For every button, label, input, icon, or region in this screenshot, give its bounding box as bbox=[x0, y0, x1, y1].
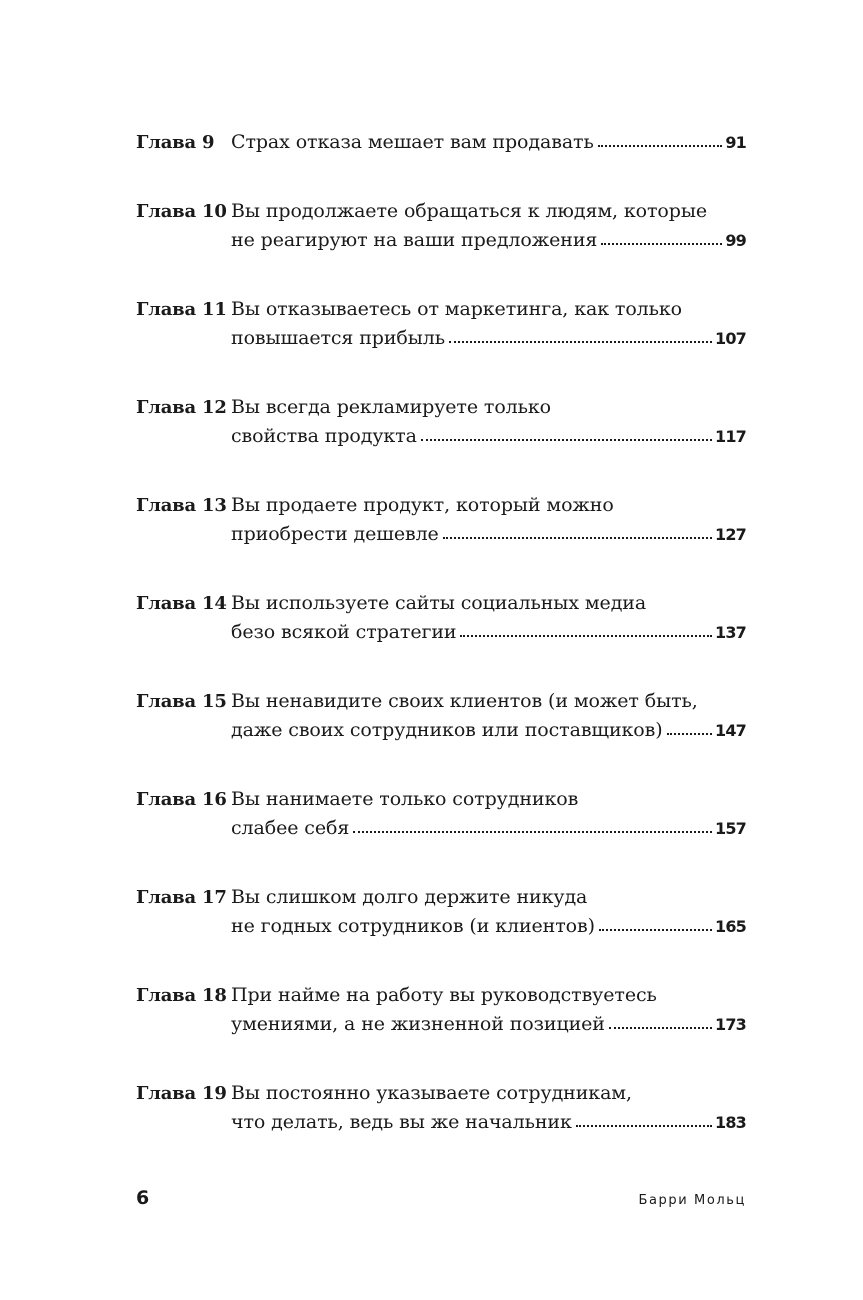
chapter-title-line: умениями, а не жизненной позицией bbox=[231, 1013, 605, 1035]
dot-leader bbox=[443, 536, 712, 539]
page-number: 147 bbox=[715, 721, 746, 740]
chapter-label: Глава 19 bbox=[136, 1083, 227, 1104]
page-number: 165 bbox=[715, 917, 746, 936]
chapter-label: Глава 11 bbox=[136, 299, 227, 320]
toc-entry bbox=[136, 197, 746, 295]
chapter-title bbox=[231, 785, 746, 883]
chapter-title-last-line bbox=[231, 1010, 746, 1039]
chapter-title-line: повышается прибыль bbox=[231, 327, 446, 349]
chapter-title-last-line bbox=[231, 128, 746, 157]
page-number: 137 bbox=[715, 623, 746, 642]
chapter-label: Глава 9 bbox=[136, 132, 215, 153]
chapter-title-last-line bbox=[231, 422, 746, 451]
chapter-title bbox=[231, 981, 746, 1079]
chapter-title-line: Вы отказываетесь от маркетинга, как только bbox=[231, 298, 682, 320]
toc-entry bbox=[136, 883, 746, 981]
chapter-title-last-line bbox=[231, 814, 746, 843]
page-number: 127 bbox=[715, 525, 746, 544]
table-of-contents bbox=[136, 128, 746, 1177]
toc-entry bbox=[136, 687, 746, 785]
chapter-title-last-line bbox=[231, 226, 746, 255]
chapter-title-line: Страх отказа мешает вам продавать bbox=[231, 131, 594, 153]
chapter-label: Глава 15 bbox=[136, 691, 227, 712]
chapter-title-line: слабее себя bbox=[231, 817, 350, 839]
dot-leader bbox=[460, 634, 712, 637]
chapter-title-line: безо всякой стратегии bbox=[231, 621, 457, 643]
chapter-title bbox=[231, 1079, 746, 1177]
page-number: 183 bbox=[715, 1113, 746, 1132]
chapter-title-last-line bbox=[231, 324, 746, 353]
chapter-title-line: Вы всегда рекламируете только bbox=[231, 396, 552, 418]
dot-leader bbox=[599, 928, 712, 931]
toc-entry bbox=[136, 1079, 746, 1177]
chapter-title-line: что делать, ведь вы же начальник bbox=[231, 1111, 572, 1133]
chapter-title-line: Вы ненавидите своих клиентов (и может быть, bbox=[231, 690, 698, 712]
chapter-label: Глава 17 bbox=[136, 887, 227, 908]
chapter-title bbox=[231, 491, 746, 589]
chapter-title-line: не годных сотрудников (и клиентов) bbox=[231, 915, 595, 937]
page-number: 117 bbox=[715, 427, 746, 446]
dot-leader bbox=[601, 242, 722, 245]
chapter-title-line: Вы слишком долго держите никуда bbox=[231, 886, 588, 908]
chapter-title-line: Вы используете сайты социальных медиа bbox=[231, 592, 647, 614]
chapter-title-line: даже своих сотрудников или поставщиков) bbox=[231, 719, 663, 741]
running-footer-author: Барри Мольц bbox=[638, 1193, 746, 1208]
dot-leader bbox=[609, 1026, 712, 1029]
chapter-title-line: Вы нанимаете только сотрудников bbox=[231, 788, 579, 810]
dot-leader bbox=[576, 1124, 712, 1127]
chapter-title bbox=[231, 687, 746, 785]
toc-entry bbox=[136, 295, 746, 393]
chapter-label: Глава 10 bbox=[136, 201, 227, 222]
toc-entry bbox=[136, 589, 746, 687]
chapter-label: Глава 14 bbox=[136, 593, 227, 614]
chapter-title bbox=[231, 393, 746, 491]
chapter-label: Глава 13 bbox=[136, 495, 227, 516]
folio-page-number: 6 bbox=[136, 1187, 150, 1209]
toc-entry bbox=[136, 128, 746, 197]
chapter-title bbox=[231, 197, 746, 295]
chapter-title-last-line bbox=[231, 1108, 746, 1137]
toc-entry bbox=[136, 393, 746, 491]
dot-leader bbox=[667, 732, 712, 735]
chapter-title bbox=[231, 128, 746, 197]
dot-leader bbox=[421, 438, 712, 441]
toc-entry bbox=[136, 491, 746, 589]
chapter-title-line: Вы продаете продукт, который можно bbox=[231, 494, 614, 516]
dot-leader bbox=[598, 144, 723, 147]
chapter-title bbox=[231, 295, 746, 393]
dot-leader bbox=[449, 340, 712, 343]
chapter-title-line: приобрести дешевле bbox=[231, 523, 439, 545]
chapter-title-last-line bbox=[231, 912, 746, 941]
page-number: 99 bbox=[725, 231, 746, 250]
chapter-title-last-line bbox=[231, 618, 746, 647]
toc-entry bbox=[136, 785, 746, 883]
page-number: 107 bbox=[715, 329, 746, 348]
chapter-title-line: Вы продолжаете обращаться к людям, которые bbox=[231, 200, 707, 222]
chapter-title-line: Вы постоянно указываете сотрудникам, bbox=[231, 1082, 632, 1104]
chapter-label: Глава 12 bbox=[136, 397, 227, 418]
chapter-title-line: свойства продукта bbox=[231, 425, 417, 447]
page-number: 173 bbox=[715, 1015, 746, 1034]
toc-entry bbox=[136, 981, 746, 1079]
chapter-label: Глава 18 bbox=[136, 985, 227, 1006]
chapter-title-line: не реагируют на ваши предложения bbox=[231, 229, 598, 251]
chapter-title-last-line bbox=[231, 520, 746, 549]
chapter-title bbox=[231, 883, 746, 981]
dot-leader bbox=[353, 830, 712, 833]
chapter-label: Глава 16 bbox=[136, 789, 227, 810]
page-number: 91 bbox=[725, 133, 746, 152]
chapter-title-last-line bbox=[231, 716, 746, 745]
chapter-title bbox=[231, 589, 746, 687]
chapter-title-line: При найме на работу вы руководствуетесь bbox=[231, 984, 657, 1006]
page-number: 157 bbox=[715, 819, 746, 838]
